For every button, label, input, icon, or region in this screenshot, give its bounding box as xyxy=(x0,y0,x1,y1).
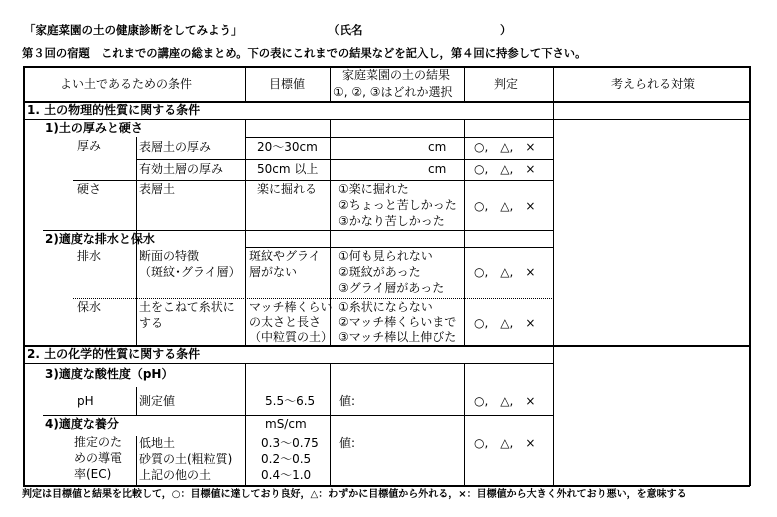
row-item: 低地土 xyxy=(139,436,176,450)
row-item: 土をこねて糸状に xyxy=(139,300,235,314)
row-target: 楽に掘れる xyxy=(257,182,318,196)
row-item: 砂質の土(粗粒質) xyxy=(139,452,233,466)
section2-title: 2. 土の化学的性質に関する条件 xyxy=(27,347,201,361)
sub1-title: 1)土の厚みと硬さ xyxy=(45,121,143,135)
option-3: ③マッチ棒以上伸びた xyxy=(338,330,457,344)
row-item: 表層土の厚み xyxy=(139,140,212,154)
row-item-note: （斑紋･グライ層） xyxy=(139,265,241,279)
row-item: 断面の特徴 xyxy=(139,249,200,263)
row-target-2: 層がない xyxy=(249,265,298,279)
row-unit: cm xyxy=(428,162,447,176)
hardness-label: 硬さ xyxy=(77,182,102,196)
section1-title: 1. 土の物理的性質に関する条件 xyxy=(27,103,201,117)
row-target-2: の太さと長さ xyxy=(249,315,322,329)
judgment-options[interactable]: ○, △, × xyxy=(474,316,536,330)
column-header-result-note: ①, ②, ③はどれか選択 xyxy=(333,85,453,99)
sub3-title: 3)適度な酸性度（pH） xyxy=(45,367,174,381)
worksheet-title: 「家庭菜園の土の健康診断をしてみよう」 xyxy=(24,23,243,37)
column-header-measures: 考えられる対策 xyxy=(611,77,696,91)
sub4-title: 4)適度な養分 xyxy=(45,417,119,431)
name-close: ） xyxy=(500,23,512,37)
row-target: マッチ棒くらい xyxy=(249,300,333,314)
judgment-options[interactable]: ○, △, × xyxy=(474,140,536,154)
sub2-title: 2)適度な排水と保水 xyxy=(45,232,155,246)
row-target: 0.3〜0.75 xyxy=(261,436,319,450)
row-target: 斑紋やグライ xyxy=(249,249,321,263)
ec-label-2: めの導電 xyxy=(74,451,123,465)
instructions: 第３回の宿題 これまでの講座の総まとめ。下の表にこれまでの結果などを記入し，第４回に持参して下さい。 xyxy=(22,47,587,60)
column-header-target: 目標値 xyxy=(269,77,306,91)
thickness-label: 厚み xyxy=(77,139,102,153)
value-label: 値: xyxy=(339,394,356,408)
column-header-result: 家庭菜園の土の結果 xyxy=(342,68,451,82)
footer-note: 判定は目標値と結果を比較して，○：目標値に達しており良好，△：わずかに目標値から外れる，×：目標値から大きく外れており悪い，を意味する xyxy=(22,489,687,500)
drainage-label: 排水 xyxy=(77,249,102,263)
ec-unit: mS/cm xyxy=(265,417,307,431)
ec-label-3: 率(EC) xyxy=(74,467,112,481)
name-label: （氏名 xyxy=(328,23,363,37)
judgment-options[interactable]: ○, △, × xyxy=(474,162,536,176)
row-item: 上記の他の土 xyxy=(139,468,212,482)
row-target: 5.5〜6.5 xyxy=(265,394,316,408)
retention-label: 保水 xyxy=(77,300,102,314)
row-target-3: （中粒質の土） xyxy=(249,330,334,344)
option-2: ②斑紋があった xyxy=(338,265,421,279)
option-3: ③グライ層があった xyxy=(338,281,445,295)
judgment-options[interactable]: ○, △, × xyxy=(474,265,536,279)
row-target: 0.4〜1.0 xyxy=(261,468,312,482)
column-header-conditions: よい土であるための条件 xyxy=(60,77,193,91)
row-item: 測定値 xyxy=(139,394,176,408)
judgment-options[interactable]: ○, △, × xyxy=(474,436,536,450)
option-2: ②ちょっと苦しかった xyxy=(338,198,457,212)
ec-value-label: 値: xyxy=(339,436,356,450)
option-2: ②マッチ棒くらいまで xyxy=(338,315,457,329)
option-3: ③かなり苦しかった xyxy=(338,214,445,228)
ec-label-1: 推定のた xyxy=(74,435,123,449)
row-target: 0.2〜0.5 xyxy=(261,452,312,466)
column-header-judgment: 判定 xyxy=(494,77,519,91)
option-1: ①糸状にならない xyxy=(338,300,433,314)
option-1: ①楽に掘れた xyxy=(338,182,409,196)
row-unit: cm xyxy=(428,140,447,154)
ph-label: pH xyxy=(77,394,94,408)
row-target: 20〜30cm xyxy=(257,140,318,154)
judgment-options[interactable]: ○, △, × xyxy=(474,199,536,213)
row-item: 表層土 xyxy=(139,182,176,196)
row-target: 50cm 以上 xyxy=(257,162,319,176)
judgment-options[interactable]: ○, △, × xyxy=(474,394,536,408)
row-item-2: する xyxy=(139,316,164,330)
option-1: ①何も見られない xyxy=(338,249,433,263)
row-item: 有効土層の厚み xyxy=(139,162,224,176)
